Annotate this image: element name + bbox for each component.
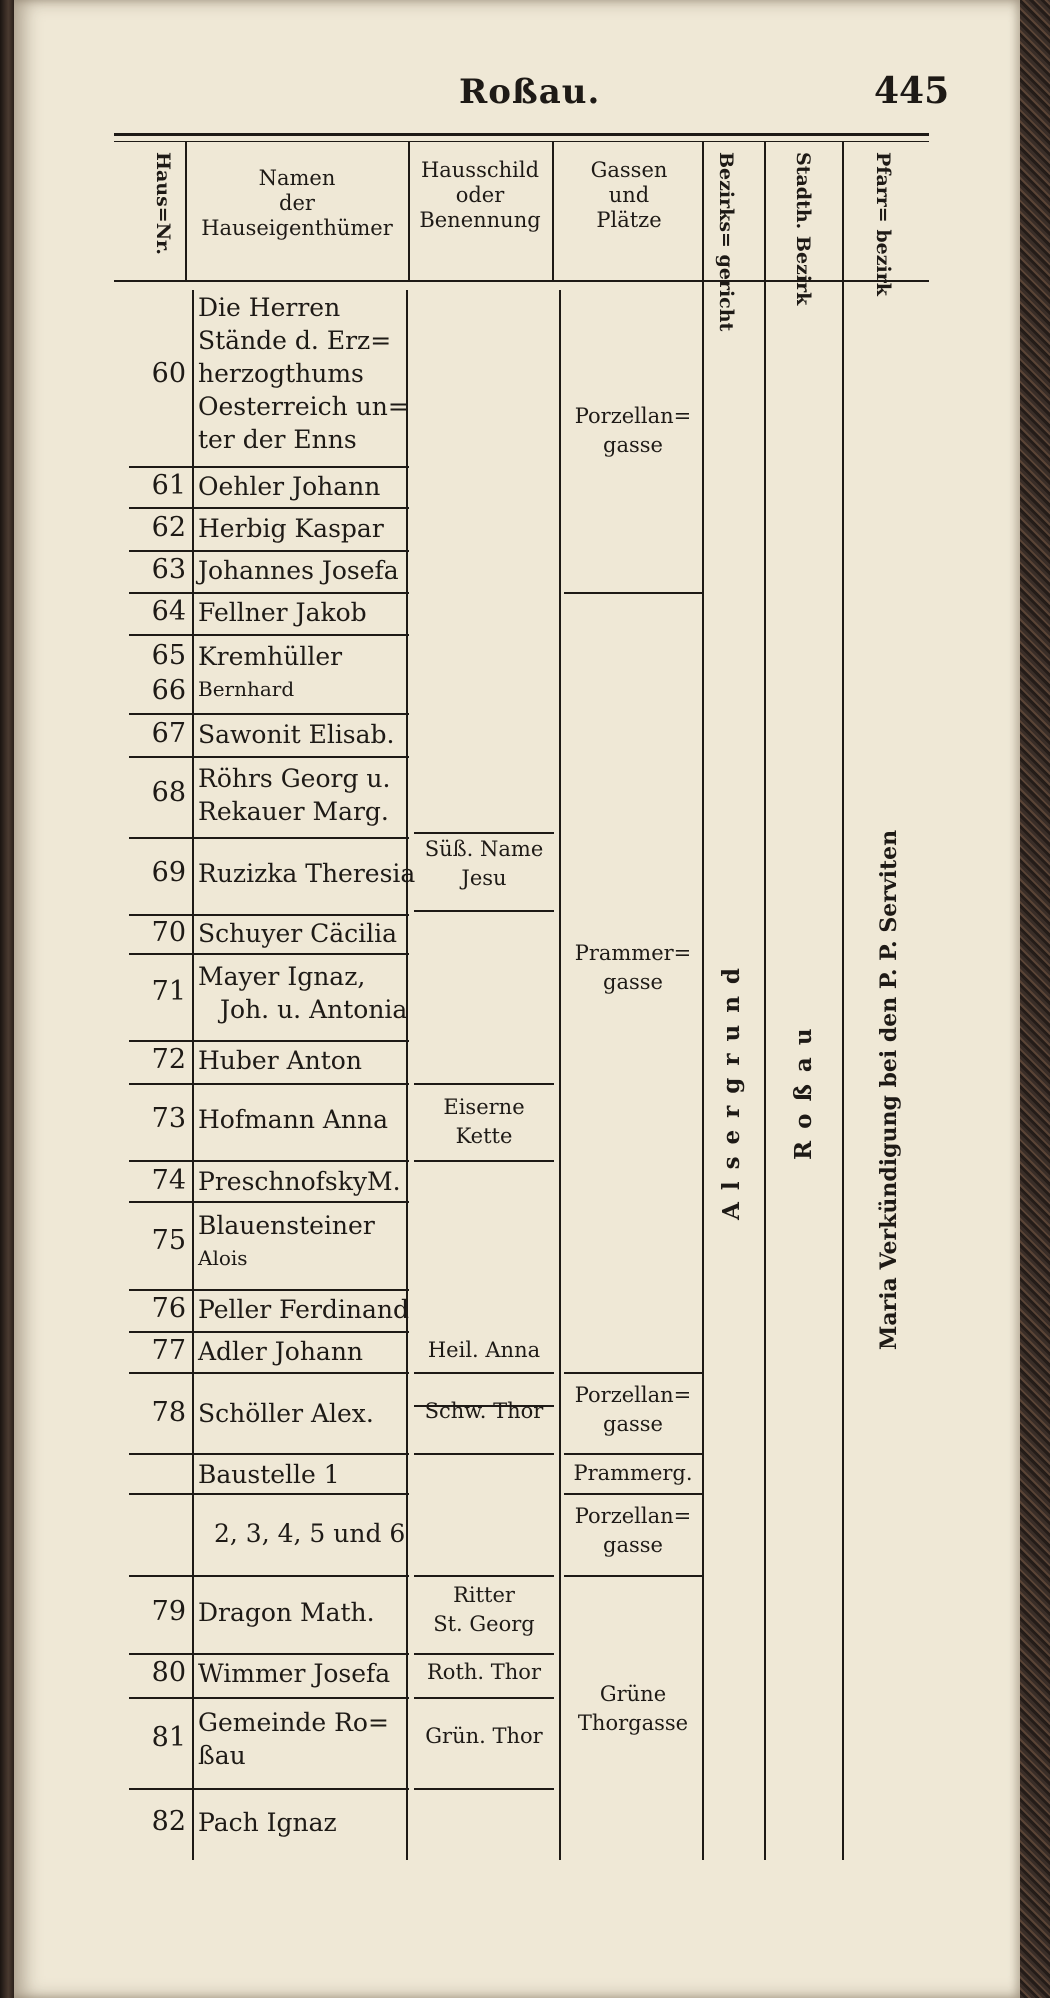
header-namen: Namen der Hauseigenthümer [201,166,393,240]
house-number: 67 [151,718,186,749]
house-number: 61 [151,470,186,501]
house-number: 60 [151,358,186,389]
house-number: 66 [151,675,186,706]
pfarrbezirk-value: Maria Verkündigung bei den P. P. Serviten [876,829,902,1350]
sign-line [414,1083,554,1085]
owner-cell: Dragon Math. [198,1598,375,1627]
owner-cell: Herbig Kaspar [198,514,384,543]
row-line [129,550,409,552]
house-number: 74 [151,1165,186,1196]
owner-cell: 2, 3, 4, 5 und 6 [214,1519,406,1548]
house-number: 65 [151,640,186,671]
house-number: 68 [151,777,186,808]
house-number: 78 [151,1397,186,1428]
owner-cell: Ruzizka Theresia [198,859,416,888]
house-sign: Roth. Thor [427,1660,541,1684]
row-line [129,1289,409,1291]
sign-line [414,1653,554,1655]
owner-cell: Röhrs Georg u. Rekauer Marg. [198,764,391,826]
row-line [129,1453,409,1455]
row-line [129,634,409,636]
house-number: 82 [151,1806,186,1837]
row-line [129,1575,409,1577]
house-sign: Süß. Name Jesu [424,837,544,890]
top-rule-thick [114,133,929,136]
house-number: 73 [151,1103,186,1134]
header-bezirksgericht: Bezirks= gericht [715,152,737,332]
owner-cell: Hofmann Anna [198,1105,389,1134]
owner-cell: Kremhüller Bernhard [198,642,343,701]
house-sign: Heil. Anna [427,1338,541,1362]
house-number: 75 [151,1225,186,1256]
house-number: 79 [151,1596,186,1627]
street-name: Prammer= gasse [574,941,692,994]
sign-line [414,1160,554,1162]
owner-cell: Schuyer Cäcilia [198,919,398,948]
house-number: 64 [151,596,186,627]
sign-line [414,1453,554,1455]
col-line [552,141,554,281]
row-line [129,837,409,839]
owner-cell: Die Herren Stände d. Erz= herzogthums Oesterreich un= ter der Enns [198,293,409,454]
owner-cell: Fellner Jakob [198,598,367,627]
row-line [129,1083,409,1085]
col-line [559,290,561,1860]
header-haus-nr: Haus=Nr. [152,152,174,255]
page-number: 445 [874,70,950,112]
row-line [129,1788,409,1790]
house-number: 70 [151,917,186,948]
street-name: Porzellan= gasse [574,404,692,457]
row-line [129,914,409,916]
header-hausschild: Hausschild oder Benennung [419,158,541,232]
house-number: 72 [151,1044,186,1075]
owner-cell: Wimmer Josefa [198,1659,391,1688]
col-line [406,290,408,1860]
street-line [564,1453,702,1455]
house-number: 62 [151,512,186,543]
col-line [702,141,704,1860]
row-line [129,507,409,509]
owner-cell: Adler Johann [198,1337,364,1366]
bezirksgericht-value: Alsergrund [718,955,745,1220]
street-name: Prammerg. [573,1461,693,1485]
book-cover-left [0,0,14,1998]
row-line [129,713,409,715]
owner-cell: Oehler Johann [198,472,381,501]
stadtbezirk-value: Roßau [790,1016,817,1160]
row-line [129,1040,409,1042]
row-line [129,1653,409,1655]
owner-cell: Schöller Alex. [198,1399,374,1428]
owner-cell: Huber Anton [198,1046,362,1075]
row-line [129,1697,409,1699]
owner-cell: PreschnofskyM. [198,1167,401,1196]
house-number: 81 [151,1722,186,1753]
book-page [14,0,1020,1998]
col-line [185,141,187,281]
street-line [564,1372,702,1374]
street-line [564,1493,702,1495]
book-cover-right [1020,0,1050,1998]
col-line [842,141,844,1860]
header-pfarrbezirk: Pfarr= bezirk [872,152,894,296]
header-gassen: Gassen und Plätze [590,158,668,232]
house-number: 71 [151,976,186,1007]
row-line [129,592,409,594]
house-number: 80 [151,1657,186,1688]
top-rule-thin [114,141,929,142]
owner-cell: Baustelle 1 [198,1460,340,1489]
owner-cell: Gemeinde Ro= ßau [198,1708,389,1770]
street-name: Porzellan= gasse [574,1383,692,1436]
row-line [129,1372,409,1374]
house-number: 69 [151,857,186,888]
street-name: Porzellan= gasse [574,1504,692,1557]
row-line [129,1331,409,1333]
owner-cell: Pach Ignaz [198,1808,337,1837]
page-title: Roßau. [459,72,601,112]
street-line [564,1575,702,1577]
house-sign: Schw. Thor [424,1399,544,1423]
owner-cell: Mayer Ignaz, Joh. u. Antonia [198,962,408,1024]
row-line [129,756,409,758]
house-sign: Grün. Thor [425,1724,543,1748]
sign-line [414,1372,554,1374]
col-line [408,141,410,281]
sign-line [414,1575,554,1577]
row-line [129,1201,409,1203]
owner-cell: Peller Ferdinand [198,1295,410,1324]
house-sign: Ritter St. Georg [433,1583,535,1636]
sign-line [414,1788,554,1790]
house-number: 77 [151,1335,186,1366]
sign-line [414,1697,554,1699]
house-number: 76 [151,1293,186,1324]
row-line [129,953,409,955]
row-line [129,1160,409,1162]
owner-cell: Blauensteiner Alois [198,1211,375,1270]
col-line [192,290,194,1860]
sign-line [414,910,554,912]
sign-line [414,832,554,834]
house-number: 63 [151,554,186,585]
owner-cell: Sawonit Elisab. [198,720,395,749]
row-line [129,466,409,468]
street-name: Grüne Thorgasse [577,1682,689,1735]
house-sign: Eiserne Kette [443,1095,525,1148]
owner-cell: Johannes Josefa [198,556,399,585]
street-line [564,592,702,594]
header-stadtbezirk: Stadth. Bezirk [792,152,814,306]
col-line [764,141,766,1860]
row-line [129,1493,409,1495]
